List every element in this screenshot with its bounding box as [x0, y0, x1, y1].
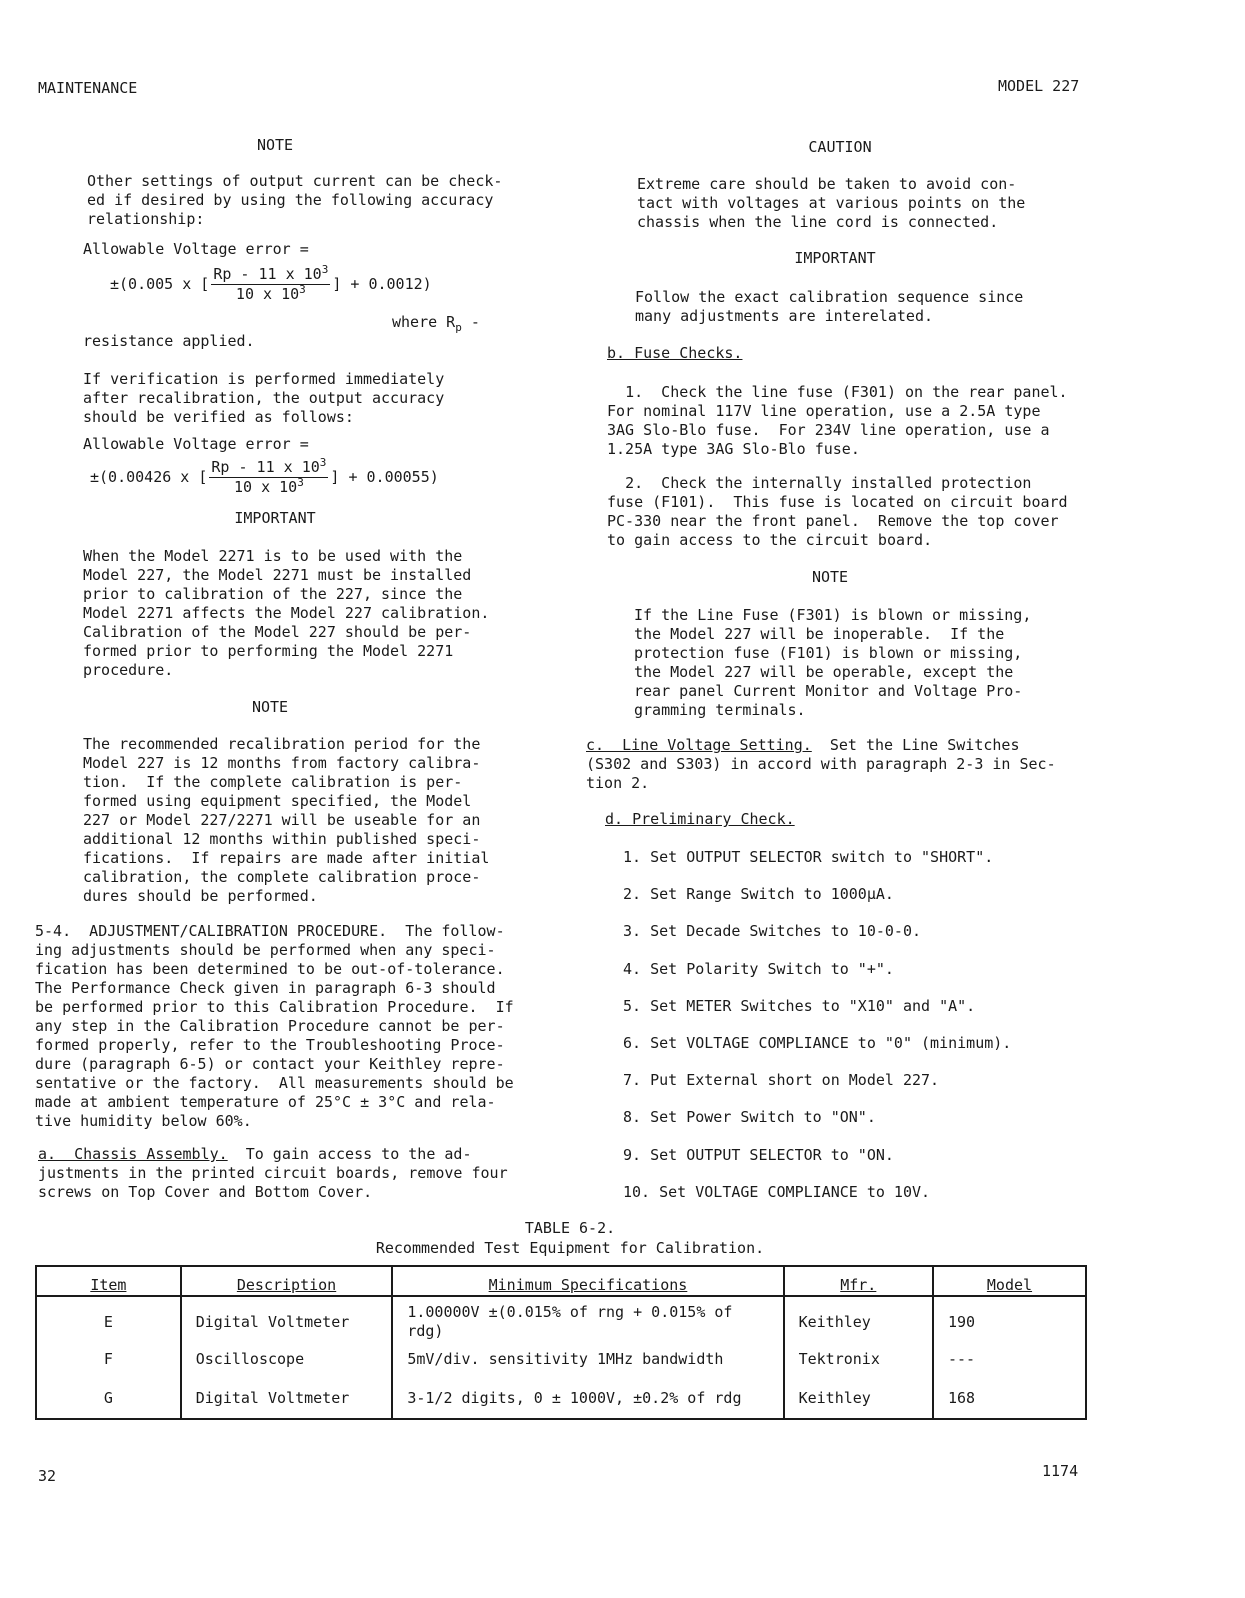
column-header-item: Item	[36, 1266, 181, 1296]
fuse-checks-heading: b. Fuse Checks.	[607, 344, 743, 362]
caution-text: Extreme care should be taken to avoid con- tact with voltages at various points on the chassis when the line cord is connected.	[637, 175, 1026, 231]
note-text-right: If the Line Fuse (F301) is blown or missing, the Model 227 will be inoperable. If the protection fuse (F101) is blown or missing, the Model 227 will be operable, except the rear panel Current Monitor and Voltage Pro- gramming terminals.	[634, 606, 1032, 719]
table-cell: 3-1/2 digits, 0 ± 1000V, ±0.2% of rdg	[392, 1378, 783, 1419]
preliminary-step: 10. Set VOLTAGE COMPLIANCE to 10V.	[623, 1183, 931, 1201]
rp-subscript: p	[455, 321, 462, 334]
preliminary-step: 8. Set Power Switch to "ON".	[623, 1108, 876, 1126]
where-rp-text	[392, 313, 480, 332]
section-5-4-text: 5-4. ADJUSTMENT/CALIBRATION PROCEDURE. The follow- ing adjustments should be performed when any speci- fication has been determined to be out-of-tolerance. The Performance Check given in paragraph 6-3 should be performed prior to this Calibration Procedure. If any step in the Calibration Procedure cannot be per- formed properly, refer to the Troubleshooting Proce- dure (paragraph 6-5) or contact your Keithley repre- sentative or the factory. All measurements should be made at ambient temperature of 25°C ± 3°C and rela- tive humidity below 60%.	[35, 922, 514, 1130]
important-heading-right: IMPORTANT	[794, 249, 876, 267]
fuse-check-step-2: 2. Check the internally installed protection fuse (F101). This fuse is located on circuit board PC-330 near the front panel. Remove the top cover to gain access to the circuit board.	[607, 474, 1068, 549]
table-cell: Keithley	[784, 1296, 933, 1341]
table-row	[36, 1296, 1086, 1341]
note-heading-2: NOTE	[251, 698, 289, 716]
column-header-model: Model	[933, 1266, 1086, 1296]
preliminary-step: 5. Set METER Switches to "X10" and "A".	[623, 997, 976, 1015]
table-cell: 168	[933, 1378, 1086, 1419]
table-header-row	[36, 1266, 1086, 1296]
test-equipment-table	[35, 1265, 1087, 1420]
line-voltage-paragraph	[586, 736, 1056, 793]
preliminary-step: 2. Set Range Switch to 1000μA.	[623, 885, 894, 903]
accuracy-formula-2	[90, 458, 439, 497]
table-row	[36, 1341, 1086, 1378]
formula2-suffix: ] + 0.00055)	[330, 468, 439, 486]
formula2-prefix: ±(0.00426 x [	[90, 468, 208, 486]
table-cell: ---	[933, 1341, 1086, 1378]
table-cell: E	[36, 1296, 181, 1341]
table-cell: 190	[933, 1296, 1086, 1341]
table-cell: Tektronix	[784, 1341, 933, 1378]
line-voltage-heading: c. Line Voltage Setting.	[586, 736, 812, 754]
formula2-denominator: 10 x 10	[233, 478, 298, 496]
formula2-denominator-exponent: 3	[297, 476, 304, 489]
document-code: 1174	[1042, 1462, 1079, 1480]
preliminary-step: 4. Set Polarity Switch to "+".	[623, 960, 894, 978]
fuse-check-step-1: 1. Check the line fuse (F301) on the rear panel. For nominal 117V line operation, use a 2.5A type 3AG Slo-Blo fuse. For 234V line operation, use a 1.25A type 3AG Slo-Blo fuse.	[607, 383, 1068, 458]
column-header-description: Description	[181, 1266, 393, 1296]
preliminary-step: 7. Put External short on Model 227.	[623, 1071, 940, 1089]
formula-numerator: Rp - 11 x 10	[213, 265, 322, 283]
formula-denominator-exponent: 3	[299, 283, 306, 296]
verification-text: If verification is performed immediately after recalibration, the output accuracy should be verified as follows:	[83, 370, 445, 426]
formula-denominator: 10 x 10	[235, 285, 300, 303]
where-dash: -	[461, 313, 480, 331]
column-header-mfr: Mfr.	[784, 1266, 933, 1296]
chassis-assembly-paragraph	[38, 1145, 508, 1202]
formula-prefix: ±(0.005 x [	[110, 275, 210, 293]
formula-fraction	[211, 265, 330, 304]
table-cell: Keithley	[784, 1378, 933, 1419]
preliminary-step: 3. Set Decade Switches to 10-0-0.	[623, 922, 922, 940]
note-text-2: The recommended recalibration period for the Model 227 is 12 months from factory calibra- tion. If the complete calibration is per- formed using equipment specified, the Model 227 or Model 227/2271 will be useable for an additional 12 months within published speci- fications. If repairs are made after initial calibration, the complete calibration proce- dures should be performed.	[83, 735, 490, 905]
preliminary-step: 9. Set OUTPUT SELECTOR to "ON.	[623, 1146, 894, 1164]
running-header-left: MAINTENANCE	[38, 79, 138, 97]
note-heading: NOTE	[256, 136, 294, 154]
table-cell: F	[36, 1341, 181, 1378]
formula-numerator-exponent: 3	[321, 263, 329, 276]
accuracy-formula	[110, 265, 432, 304]
page-number: 32	[38, 1467, 57, 1485]
table-cell: Oscilloscope	[181, 1341, 393, 1378]
formula-suffix: ] + 0.0012)	[332, 275, 432, 293]
where-label: where R	[392, 313, 456, 331]
table-row	[36, 1378, 1086, 1419]
important-heading-left: IMPORTANT	[234, 509, 316, 527]
caution-heading: CAUTION	[808, 138, 872, 156]
chassis-assembly-text: To gain access to the ad- justments in the printed circuit boards, remove four screws on Top Cover and Bottom Cover.	[38, 1145, 508, 1201]
running-header-right: MODEL 227	[998, 77, 1080, 95]
table-cell: 1.00000V ±(0.015% of rng + 0.015% of rdg)	[392, 1296, 783, 1341]
table-number: TABLE 6-2.	[524, 1219, 616, 1237]
important-text-left: When the Model 2271 is to be used with the Model 227, the Model 2271 must be installed prior to calibration of the 227, since the Model 2271 affects the Model 227 calibration. Calibration of the Model 227 should be per- formed prior to performing the Model 2271 procedure.	[83, 547, 490, 679]
resistance-applied-text: resistance applied.	[83, 332, 255, 350]
table-caption: Recommended Test Equipment for Calibration.	[375, 1239, 765, 1257]
preliminary-check-heading: d. Preliminary Check.	[605, 810, 795, 828]
note-text: Other settings of output current can be check- ed if desired by using the following accuracy relationship:	[87, 172, 503, 228]
table-cell: Digital Voltmeter	[181, 1296, 393, 1341]
note-heading-right: NOTE	[811, 568, 849, 586]
preliminary-step: 1. Set OUTPUT SELECTOR switch to "SHORT".	[623, 848, 994, 866]
allowable-error-label-2: Allowable Voltage error =	[83, 435, 309, 453]
table-cell: 5mV/div. sensitivity 1MHz bandwidth	[392, 1341, 783, 1378]
table-cell: Digital Voltmeter	[181, 1378, 393, 1419]
important-text-right: Follow the exact calibration sequence since many adjustments are interelated.	[635, 288, 1024, 325]
column-header-specifications: Minimum Specifications	[392, 1266, 783, 1296]
formula2-fraction	[209, 458, 328, 497]
preliminary-step: 6. Set VOLTAGE COMPLIANCE to "0" (minimum).	[623, 1034, 1012, 1052]
allowable-error-label: Allowable Voltage error =	[83, 240, 309, 258]
formula2-numerator-exponent: 3	[319, 456, 327, 469]
line-voltage-text: Set the Line Switches (S302 and S303) in accord with paragraph 2-3 in Sec- tion 2.	[586, 736, 1056, 792]
formula2-numerator: Rp - 11 x 10	[211, 458, 320, 476]
table-cell: G	[36, 1378, 181, 1419]
chassis-assembly-heading: a. Chassis Assembly.	[38, 1145, 228, 1163]
